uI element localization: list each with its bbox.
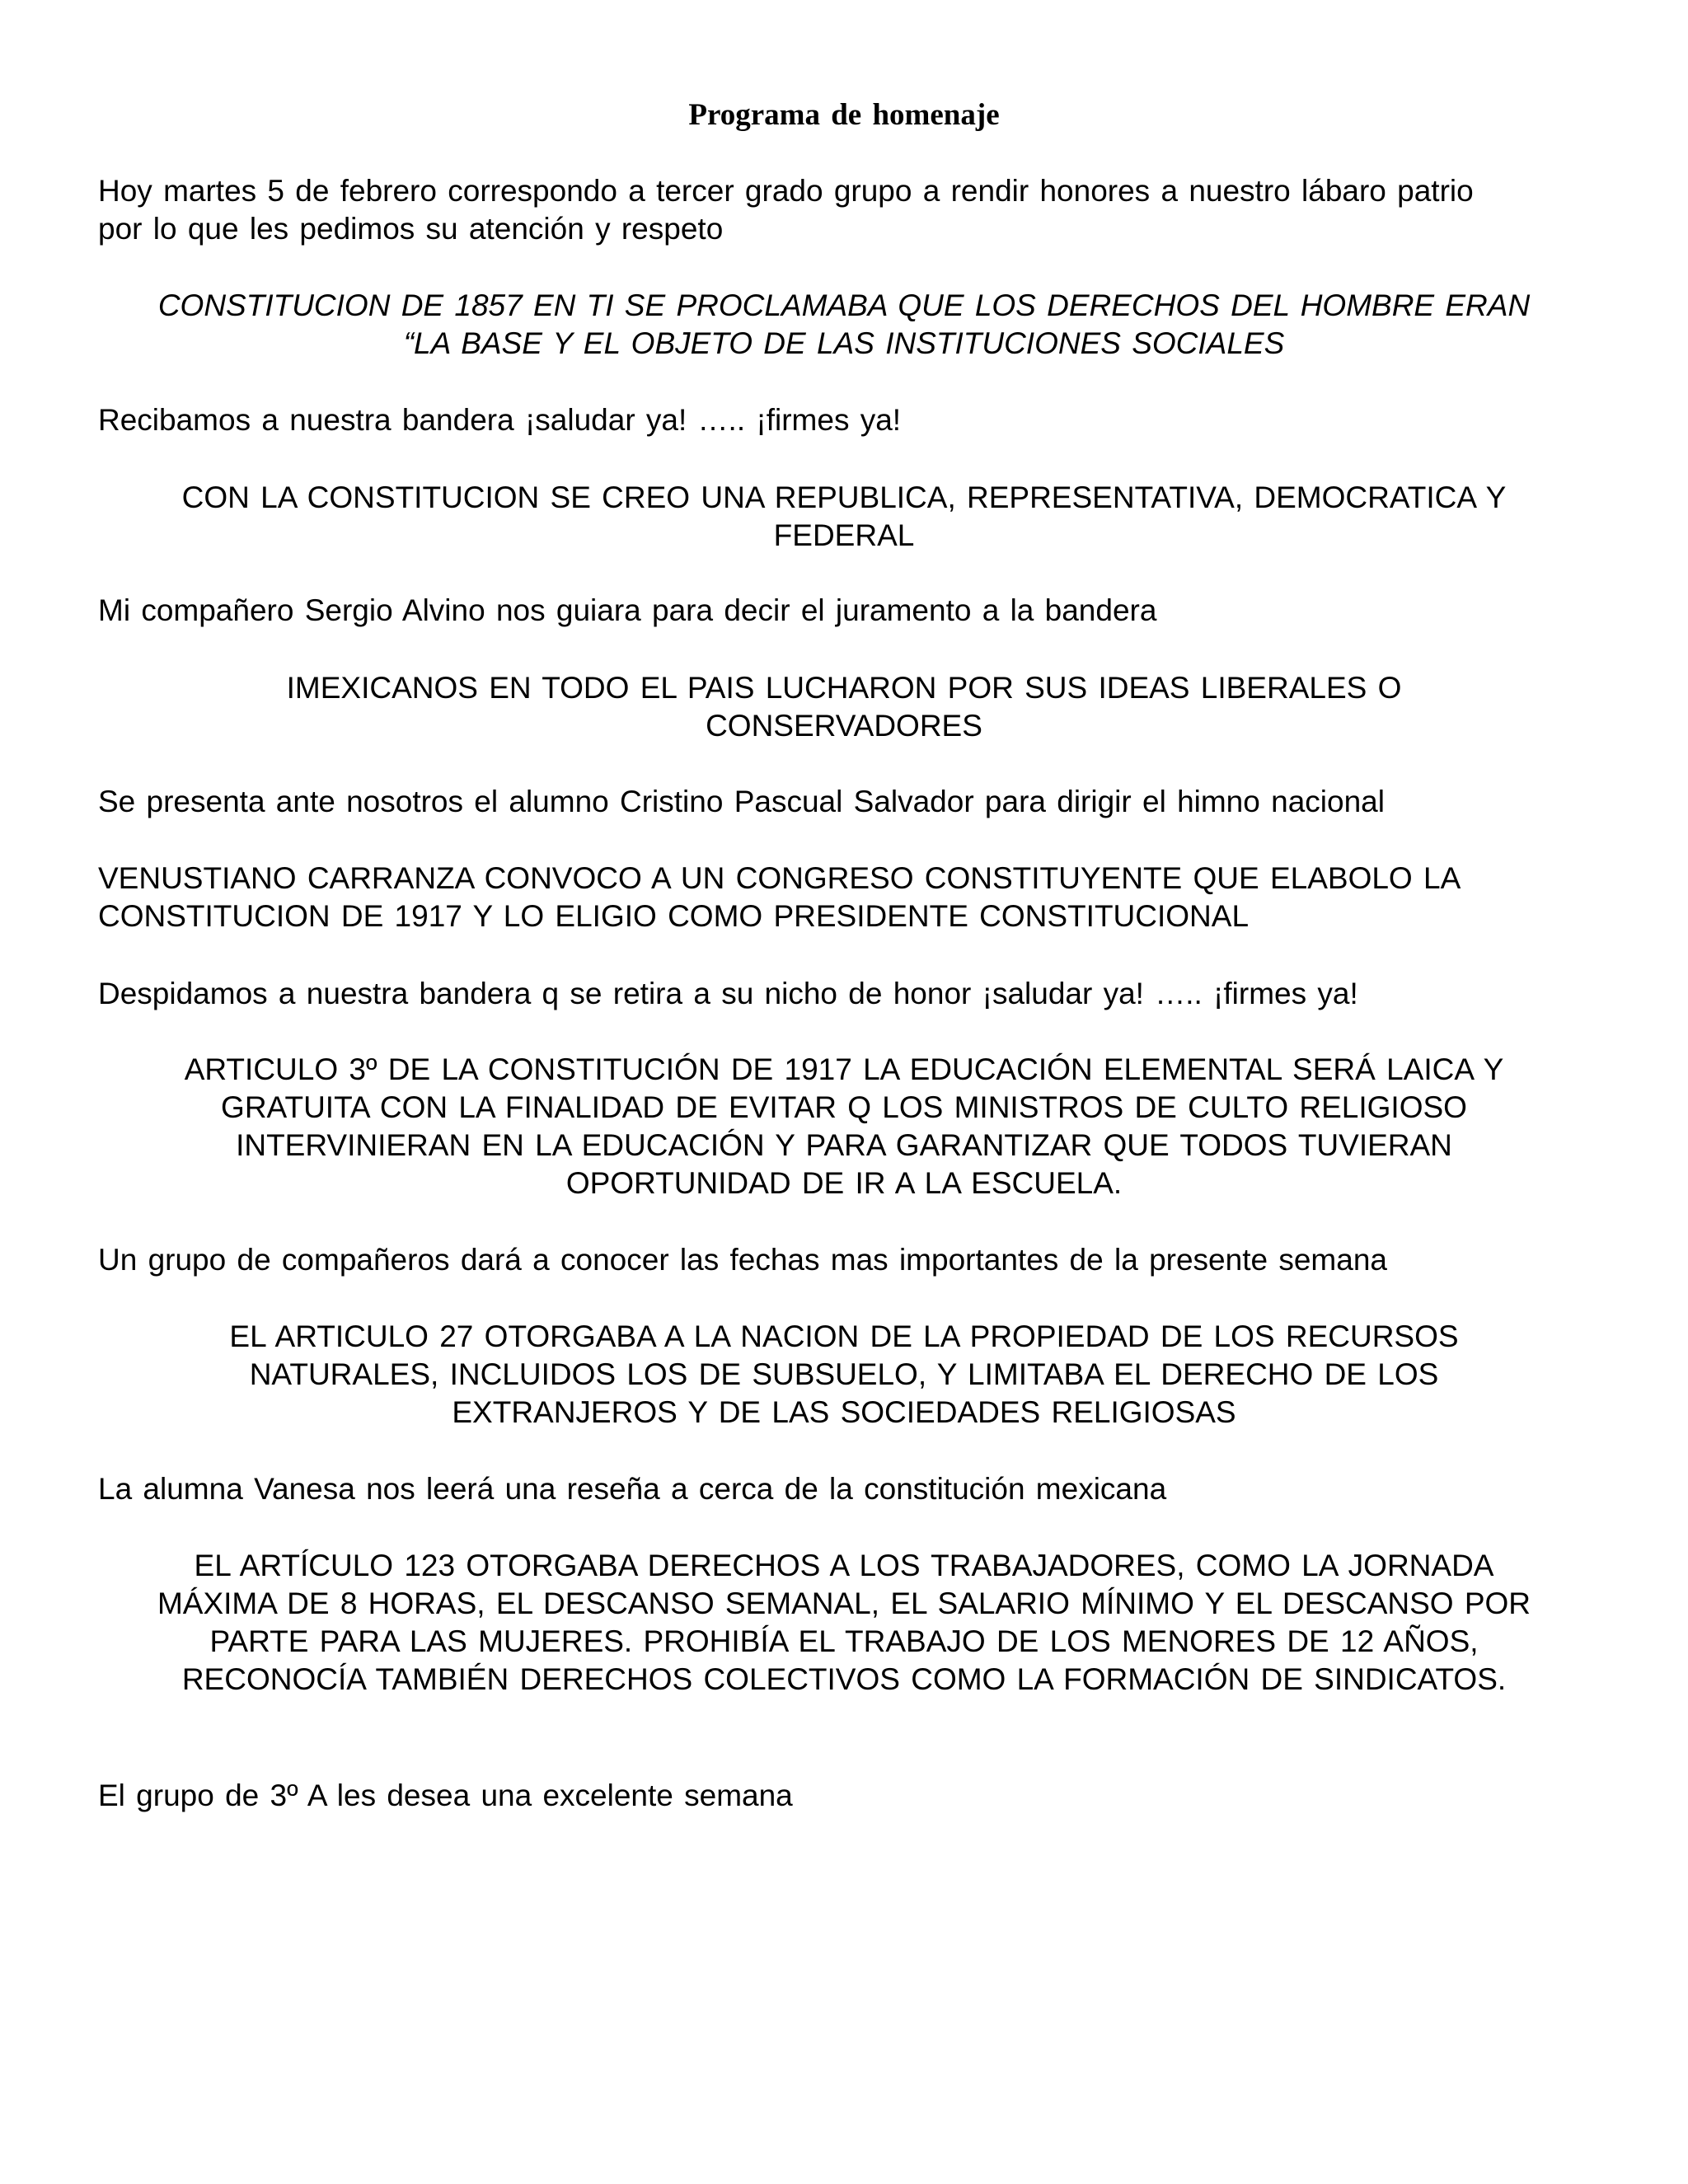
articulo-123-line-1: EL ARTÍCULO 123 OTORGABA DERECHOS A LOS TRABAJADORES, COMO LA JORNADA	[194, 1549, 1494, 1582]
articulo-27-line-1: EL ARTICULO 27 OTORGABA A LA NACION DE LA PROPIEDAD DE LOS RECURSOS	[229, 1319, 1459, 1353]
articulo-123-line-4: RECONOCÍA TAMBIÉN DERECHOS COLECTIVOS COMO LA FORMACIÓN DE SINDICATOS.	[181, 1662, 1507, 1696]
page-title: Programa de homenaje	[688, 98, 1000, 132]
articulo-123-line-3: PARTE PARA LAS MUJERES. PROHIBÍA EL TRABAJO DE LOS MENORES DE 12 AÑOS,	[209, 1624, 1479, 1658]
quote-1857-line-1: CONSTITUCION DE 1857 EN TI SE PROCLAMABA QUE LOS DERECHOS DEL HOMBRE ERAN	[157, 288, 1531, 322]
liberales-line-2: CONSERVADORES	[706, 709, 982, 743]
republic-line-2: FEDERAL	[773, 518, 915, 552]
articulo-27-line-2: NATURALES, INCLUIDOS LOS DE SUBSUELO, Y LIMITABA EL DERECHO DE LOS	[249, 1357, 1439, 1391]
carranza-line-1: VENUSTIANO CARRANZA CONVOCO A UN CONGRESO CONSTITUYENTE QUE ELABOLO LA	[98, 861, 1461, 895]
republic-line-1: CON LA CONSTITUCION SE CREO UNA REPUBLICA, REPRESENTATIVA, DEMOCRATICA Y	[181, 480, 1507, 514]
anthem-line: Se presenta ante nosotros el alumno Cristino Pascual Salvador para dirigir el himno nacional	[98, 785, 1385, 818]
articulo-3-line-2: GRATUITA CON LA FINALIDAD DE EVITAR Q LOS MINISTROS DE CULTO RELIGIOSO	[221, 1090, 1467, 1124]
articulo-3-line-4: OPORTUNIDAD DE IR A LA ESCUELA.	[565, 1166, 1123, 1200]
articulo-3-line-3: INTERVINIERAN EN LA EDUCACIÓN Y PARA GARANTIZAR QUE TODOS TUVIERAN	[236, 1128, 1452, 1162]
articulo-123-line-2: MÁXIMA DE 8 HORAS, EL DESCANSO SEMANAL, EL SALARIO MÍNIMO Y EL DESCANSO POR	[157, 1586, 1531, 1620]
closing-line: El grupo de 3º A les desea una excelente semana	[98, 1779, 793, 1812]
carranza-line-2: CONSTITUCION DE 1917 Y LO ELIGIO COMO PRESIDENTE CONSTITUCIONAL	[98, 899, 1250, 933]
dates-line: Un grupo de compañeros dará a conocer las fechas mas importantes de la presente semana	[98, 1243, 1387, 1277]
oath-line: Mi compañero Sergio Alvino nos guiara para decir el juramento a la bandera	[98, 593, 1157, 627]
flag-farewell-line: Despidamos a nuestra bandera q se retira a su nicho de honor ¡saludar ya! ….. ¡firmes ya!	[98, 977, 1358, 1010]
review-line: La alumna Vanesa nos leerá una reseña a cerca de la constitución mexicana	[98, 1472, 1167, 1506]
intro-line-2: por lo que les pedimos su atención y respeto	[98, 212, 724, 246]
intro-line-1: Hoy martes 5 de febrero correspondo a tercer grado grupo a rendir honores a nuestro lábaro patrio	[98, 174, 1474, 208]
articulo-3-line-1: ARTICULO 3º DE LA CONSTITUCIÓN DE 1917 LA EDUCACIÓN ELEMENTAL SERÁ LAICA Y	[184, 1052, 1504, 1086]
quote-1857-line-2: “LA BASE Y EL OBJETO DE LAS INSTITUCIONES SOCIALES	[403, 326, 1285, 360]
articulo-27-line-3: EXTRANJEROS Y DE LAS SOCIEDADES RELIGIOSAS	[452, 1395, 1236, 1429]
flag-salute-line: Recibamos a nuestra bandera ¡saludar ya! ….. ¡firmes ya!	[98, 403, 902, 437]
liberales-line-1: IMEXICANOS EN TODO EL PAIS LUCHARON POR SUS IDEAS LIBERALES O	[286, 671, 1402, 705]
